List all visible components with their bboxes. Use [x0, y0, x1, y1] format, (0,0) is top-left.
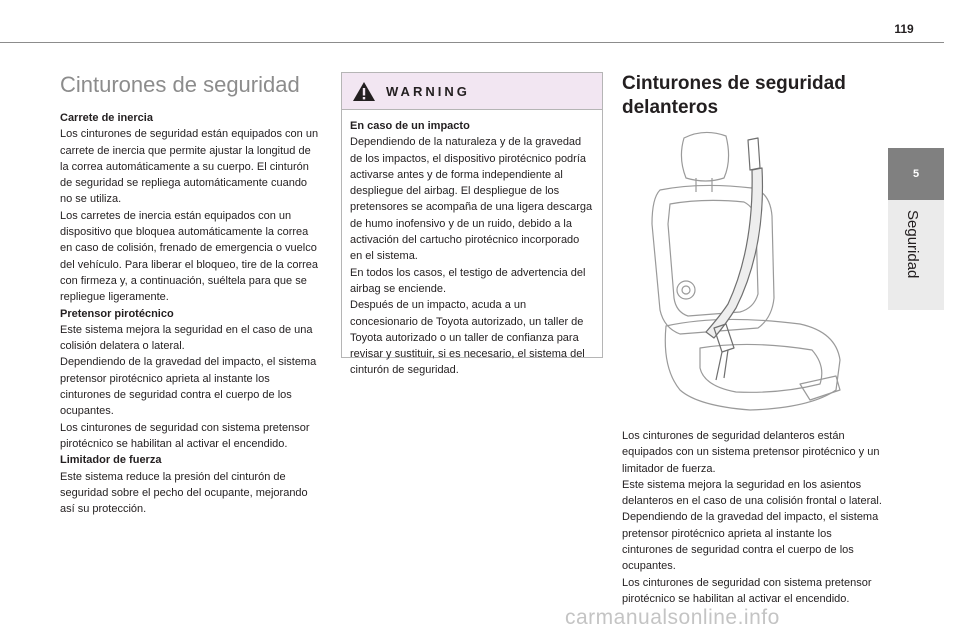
- top-rule: [0, 42, 944, 43]
- section-title: Cinturones de seguridad: [60, 72, 300, 97]
- subheading-pretensioner: Pretensor pirotécnico: [60, 307, 174, 320]
- text-block-4: [60, 354, 322, 419]
- paragraph: Dependiendo de la gravedad del impacto, el sistema pretensor pirotécnico aprieta al instante los cinturones de seguridad contra el cuerpo de los ocupantes.: [60, 356, 317, 418]
- chapter-tab[interactable]: [888, 148, 944, 200]
- chapter-number: 5: [912, 168, 920, 180]
- seat-belt-illustration: [640, 128, 860, 418]
- front-belts-description: [622, 428, 884, 607]
- paragraph: Este sistema reduce la presión del cinturón de seguridad sobre el pecho del ocupante, mejorando así su protección.: [60, 470, 308, 516]
- warning-box: [341, 72, 603, 377]
- right-column: [622, 72, 884, 120]
- paragraph: Los cinturones de seguridad delanteros están equipados con un sistema pretensor pirotécnico y un limitador de fuerza.: [622, 430, 880, 475]
- chapter-label: Seguridad: [904, 210, 921, 279]
- warning-header: [342, 73, 602, 110]
- subheading-force-limiter: Limitador de fuerza: [60, 454, 162, 467]
- page-number: 119: [894, 22, 914, 36]
- paragraph: Los cinturones de seguridad con sistema pretensor pirotécnico se habilitan al activar el encendido.: [60, 421, 310, 450]
- paragraph: Los cinturones de seguridad están equipados con un carrete de inercia que permite ajustar la longitud de la correa automáticamente a su cuerpo. El cinturón de seguridad se repliega automáticamente cuando no se utiliza.: [60, 128, 319, 206]
- warning-paragraph: Después de un impacto, acuda a un concesionario de Toyota autorizado, un taller de Toyota autorizado o un taller de confianza para revisar y sustituir, si es necesario, el sistema del cinturón de seguridad.: [350, 299, 585, 377]
- paragraph: Los carretes de inercia están equipados con un dispositivo que bloquea automáticamente la correa en caso de colisión, frenado de emergencia o vuelco del vehículo. Para liberar el bloqueo, tire de la correa con firmeza y, a continuación, suéltela para que se repliegue ligeramente.: [60, 209, 319, 304]
- paragraph: Este sistema mejora la seguridad en los asientos delanteros en el caso de una colisión frontal o lateral.: [622, 478, 882, 508]
- subheading-inertia-reel: Carrete de inercia: [60, 112, 153, 124]
- title-line: delanteros: [622, 97, 719, 118]
- paragraph: Los cinturones de seguridad con sistema pretensor pirotécnico se habilitan al activar el encendido.: [622, 576, 872, 605]
- warning-paragraph: En todos los casos, el testigo de advertencia del airbag se enciende.: [350, 266, 586, 295]
- text-block-5: [60, 420, 322, 453]
- warning-subheading: En caso de un impacto: [350, 120, 470, 132]
- text-block-2: [60, 208, 322, 306]
- paragraph: Dependiendo de la gravedad del impacto, el sistema pretensor pirotécnico aprieta al instante los cinturones de seguridad contra el cuerpo de los ocupantes.: [622, 511, 879, 573]
- title-line: Cinturones de seguridad: [622, 73, 846, 94]
- warning-paragraph: Dependiendo de la naturaleza y de la gravedad de los impactos, el dispositivo pirotécnico podría activarse antes y de forma independiente al despliegue del airbag. El despliegue de los pretensores se acompaña de una ligera descarga de humo inofensivo y de un ruido, debido a la activación del cartucho pirotécnico incorporado en el sistema.: [350, 136, 593, 263]
- text-block-3: [60, 306, 322, 355]
- text-block-6: [60, 452, 322, 517]
- warning-title: WARNING: [386, 83, 470, 99]
- left-column: [60, 72, 322, 517]
- front-belts-title: [622, 72, 884, 120]
- warning-body: [342, 110, 602, 379]
- paragraph: Este sistema mejora la seguridad en el caso de una colisión delatera o lateral.: [60, 323, 313, 353]
- text-block-1: [60, 110, 322, 208]
- warning-triangle-icon: [352, 81, 376, 102]
- watermark: carmanualsonline.info: [565, 606, 780, 629]
